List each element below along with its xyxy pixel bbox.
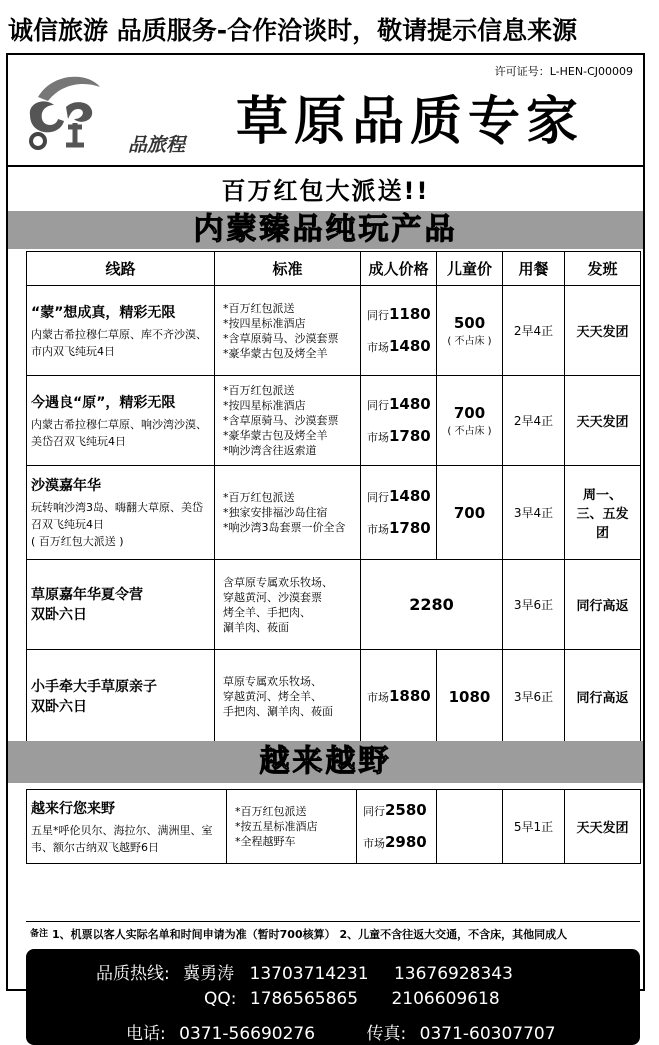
- section-banner-products: 内蒙臻品纯玩产品: [8, 211, 643, 249]
- fax-number: 0371-60307707: [419, 1024, 556, 1044]
- child-price-cell: [437, 650, 503, 744]
- departure-cell: 天天发团: [565, 376, 641, 466]
- meal-cell: 3早6正: [503, 650, 565, 744]
- table-row: [27, 790, 641, 864]
- child-price-cell: [437, 286, 503, 376]
- adult-price-cell: [361, 286, 437, 376]
- market-price: 2980: [385, 832, 427, 851]
- trade-price: 1480: [389, 394, 431, 413]
- child-note: ( 不占床 ): [447, 426, 492, 437]
- price-label: 同行: [367, 308, 389, 322]
- departure-cell: 同行高返: [565, 650, 641, 744]
- qq-label: QQ:: [204, 989, 237, 1009]
- standard-text: *百万红包派送 *独家安排福沙岛住宿 *响沙湾3岛套票一价全含: [223, 491, 346, 534]
- hotline-label: 品质热线:: [96, 964, 170, 984]
- merged-price-cell: 2280: [361, 560, 503, 650]
- adult-price-cell: [361, 466, 437, 560]
- contact-panel: [26, 949, 640, 1045]
- route-cell: [27, 790, 227, 864]
- notes-bar: [26, 921, 640, 945]
- route-cell: [27, 560, 215, 650]
- hotline-phone-2: 13676928343: [393, 964, 513, 984]
- top-slogan: 诚信旅游 品质服务-合作洽谈时，敬请提示信息来源: [8, 16, 578, 45]
- price-label: 同行: [363, 804, 385, 818]
- departure-cell: 天天发团: [565, 790, 641, 864]
- license-number: 许可证号：L-HEN-CJ00009: [494, 65, 633, 78]
- brand-logo-icon: [18, 67, 108, 152]
- meal-cell: 2早4正: [503, 376, 565, 466]
- route-title: 今遇良“原”，精彩无限: [31, 394, 176, 411]
- trade-price: 1480: [389, 486, 431, 505]
- standard-text: *百万红包派送 *按四星标准酒店 *含草原骑马、沙漠套票 *豪华蒙古包及烤全羊: [223, 301, 339, 360]
- child-price: 700: [453, 503, 486, 522]
- table-row: [27, 650, 641, 744]
- hotline-name: 冀勇涛: [183, 964, 235, 984]
- standard-cell: [215, 560, 361, 650]
- header-standard: 标准: [215, 252, 361, 286]
- child-price-cell: [437, 466, 503, 560]
- header-meals: 用餐: [503, 252, 565, 286]
- standard-text: 草原专属欢乐牧场、 穿越黄河、烤全羊、 手把肉、涮羊肉、莜面: [223, 675, 333, 718]
- table-row: [27, 466, 641, 560]
- section-banner-offroad: 越来越野: [8, 741, 643, 783]
- departure-cell: 周一、三、五发团: [565, 466, 641, 560]
- route-cell: [27, 286, 215, 376]
- adult-price-cell: [361, 376, 437, 466]
- header-route: 线路: [27, 252, 215, 286]
- child-price: 1080: [448, 687, 491, 706]
- standard-cell: [227, 790, 357, 864]
- price-label: 市场: [363, 836, 385, 850]
- meal-cell: 3早4正: [503, 466, 565, 560]
- route-subtitle: 内蒙古希拉穆仁草原、响沙湾沙漠、美岱召双飞纯玩4日: [31, 417, 207, 448]
- market-price: 1780: [389, 518, 431, 537]
- standard-text: 含草原专属欢乐牧场、 穿越黄河、沙漠套票 烤全羊、手把肉、 涮羊肉、莜面: [223, 575, 333, 634]
- price-label: 市场: [367, 430, 389, 444]
- trade-price: 2580: [385, 800, 427, 819]
- child-price: 500: [453, 314, 486, 332]
- promo-headline: 百万红包大派送!!: [221, 177, 430, 205]
- departure-cell: 同行高返: [565, 560, 641, 650]
- brand-name: 品旅程: [128, 134, 186, 156]
- route-title: 沙漠嘉年华: [31, 478, 101, 494]
- standard-text: *百万红包派送 *按五星标准酒店 *全程越野车: [235, 805, 318, 848]
- product-table: [26, 251, 641, 744]
- route-cell: [27, 466, 215, 560]
- departure-cell: 天天发团: [565, 286, 641, 376]
- meal-cell: 5早1正: [503, 790, 565, 864]
- table-row: [27, 560, 641, 650]
- child-price: 700: [453, 404, 486, 422]
- standard-cell: [215, 650, 361, 744]
- price-label: 市场: [367, 340, 389, 354]
- market-price: 1780: [389, 426, 431, 445]
- route-subtitle: 内蒙古希拉穆仁草原、库不齐沙漠、市内双飞纯玩4日: [31, 327, 207, 358]
- meal-cell: 3早6正: [503, 560, 565, 650]
- price-label: 市场: [367, 690, 389, 704]
- route-subtitle: 五星*呼伦贝尔、海拉尔、满洲里、室韦、额尔古纳双飞越野6日: [31, 823, 213, 854]
- qq-number-1: 1786565865: [249, 989, 359, 1009]
- standard-text: *百万红包派送 *按四星标准酒店 *含草原骑马、沙漠套票 *豪华蒙古包及烤全羊 *响沙湾含往返索道: [223, 384, 339, 457]
- price-label: 同行: [367, 398, 389, 412]
- qq-number-2: 2106609618: [391, 989, 500, 1009]
- divider: [8, 165, 643, 167]
- adult-price-cell: [357, 790, 437, 864]
- tel-label: 电话:: [126, 1024, 166, 1044]
- offroad-table: [26, 789, 641, 864]
- trade-price: 1180: [389, 304, 431, 323]
- table-row: [27, 286, 641, 376]
- standard-cell: [215, 376, 361, 466]
- header-departure: 发班: [565, 252, 641, 286]
- notes-label: 备注: [29, 928, 48, 939]
- market-price: 1480: [389, 336, 431, 355]
- child-note: ( 不占床 ): [447, 336, 492, 347]
- route-title: 小手牵大手草原亲子 双卧六日: [31, 678, 157, 715]
- route-title: 越来行您来野: [31, 800, 115, 817]
- route-cell: [27, 376, 215, 466]
- header-adult-price: 成人价格: [361, 252, 437, 286]
- meal-cell: 2早4正: [503, 286, 565, 376]
- route-title: “蒙”想成真，精彩无限: [31, 304, 176, 321]
- route-title: 草原嘉年华夏令营 双卧六日: [31, 586, 143, 623]
- table-header-row: [27, 252, 641, 286]
- fax-label: 传真:: [366, 1024, 407, 1044]
- standard-cell: [215, 286, 361, 376]
- tel-number: 0371-56690276: [179, 1024, 316, 1044]
- price-label: 同行: [367, 490, 389, 504]
- price-label: 市场: [367, 522, 389, 536]
- standard-cell: [215, 466, 361, 560]
- notes-text: 1、机票以客人实际名单和时间申请为准（暂时700核算） 2、儿童不含往返大交通，不含床，其他同成人: [52, 927, 568, 941]
- child-price-cell: [437, 376, 503, 466]
- main-title: 草原品质专家: [236, 92, 585, 152]
- table-row: [27, 376, 641, 466]
- child-price-cell: [437, 790, 503, 864]
- route-cell: [27, 650, 215, 744]
- adult-price-cell: [361, 650, 437, 744]
- advert-frame: [6, 53, 645, 1044]
- header-child-price: 儿童价: [437, 252, 503, 286]
- hotline-phone-1: 13703714231: [249, 964, 369, 984]
- market-price: 1880: [389, 686, 431, 705]
- route-subtitle: 玩转响沙湾3岛、嗨翻大草原、美岱召双飞纯玩4日 ( 百万红包大派送 ): [31, 501, 203, 548]
